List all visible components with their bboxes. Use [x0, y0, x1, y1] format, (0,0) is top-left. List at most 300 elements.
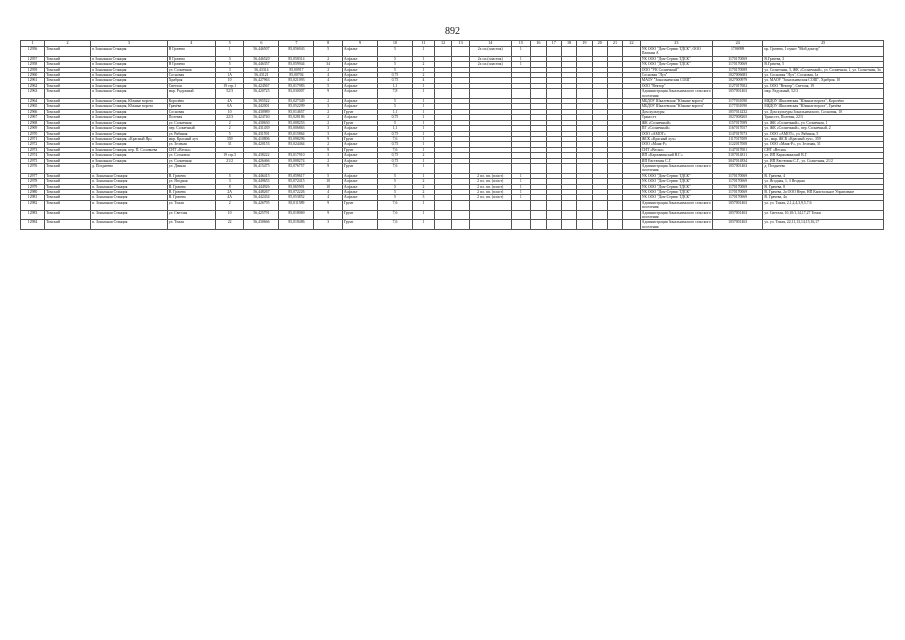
table-cell [452, 200, 470, 210]
table-cell: Томский [45, 56, 91, 61]
table-cell: ИП «Каржавинский В.Г.» [640, 153, 712, 158]
table-cell: ул. Ягодная, 1, 3 Ягодная [763, 179, 884, 184]
table-cell: 56,430630 [244, 120, 279, 125]
table-cell: 2 пл. пп. (пласт) [469, 189, 511, 194]
table-cell: 9 [314, 210, 342, 220]
table-row [21, 220, 884, 230]
table-cell [469, 163, 511, 173]
table-cell: Асфальт [342, 195, 377, 200]
table-cell: В Грачева [167, 47, 215, 57]
table-cell [623, 220, 641, 230]
table-cell: 4 [314, 73, 342, 78]
table-cell: Томский [45, 147, 91, 152]
table-cell: Асфальт [342, 47, 377, 57]
table-cell: п Зональная Станция [91, 158, 168, 163]
register-table [20, 40, 884, 230]
table-cell: 12976 [21, 163, 45, 173]
table-cell: п Зональная Станция [91, 120, 168, 125]
column-header: 7 [279, 41, 314, 47]
table-cell: ул. Солнечная [167, 120, 215, 125]
table-cell: Томский [45, 195, 91, 200]
table-cell: 56,449653 [244, 179, 279, 184]
table-cell [546, 47, 561, 57]
table-cell: 85,030007 [279, 89, 314, 99]
table-cell: Томский [45, 78, 91, 83]
table-cell: 2 [314, 56, 342, 61]
table-cell: 1 [511, 56, 531, 61]
table-cell: ПГ «Солнечный» [640, 126, 712, 131]
table-cell: Грачёва [167, 104, 215, 109]
table-cell [607, 200, 622, 210]
table-cell: 12971 [21, 136, 45, 141]
table-cell: ул. ИП Каржавинский В.Г. [763, 153, 884, 158]
table-cell: 1 [511, 47, 531, 57]
table-cell: 4 [314, 78, 342, 83]
table-cell: 12978 [21, 179, 45, 184]
table-cell: В. Грачева [167, 173, 215, 178]
table-cell: ООО «Маяк-Р» [640, 142, 712, 147]
table-cell: ул. Тихая [167, 200, 215, 210]
table-cell: 10 [215, 210, 243, 220]
table-cell: п Зональная Станция [91, 62, 168, 67]
table-cell: ЖК «Солнечный» [640, 120, 712, 125]
table-cell: Администрация Зональненского сельского поселения [641, 163, 711, 173]
table-cell: Асфальт [342, 126, 377, 131]
table-cell [561, 47, 576, 57]
table-cell: 2 [314, 99, 342, 104]
column-header: 9 [342, 41, 377, 47]
table-cell: Томский [45, 189, 91, 194]
table-cell: 56,427963 [244, 78, 279, 83]
table-cell: п. Зональная Станция [91, 189, 168, 194]
table-cell: Грунт [342, 136, 377, 141]
table-cell: 3 [314, 104, 342, 109]
table-cell: Томский [45, 179, 91, 184]
table-cell: 9 [314, 147, 342, 152]
table-cell: 1 [412, 89, 434, 99]
table-cell: В. Грачева [167, 184, 215, 189]
table-cell: 85,058314 [279, 56, 314, 61]
table-cell [592, 163, 607, 173]
table-cell: ул. Сосновая "Луч", Сосновая, 1а [763, 73, 884, 78]
table-cell: 1170170069 [712, 189, 762, 194]
table-cell: 56,420725 [244, 89, 279, 99]
table-cell: 10 [314, 184, 342, 189]
table-cell [434, 200, 452, 210]
table-cell: Асфальт [342, 142, 377, 147]
table-cell [577, 163, 592, 173]
table-cell: 10 [215, 109, 243, 114]
table-cell: Томский [45, 109, 91, 114]
table-cell: 12974 [21, 153, 45, 158]
table-cell [577, 220, 592, 230]
column-header: 14 [469, 41, 511, 47]
table-cell: п Зональная Станция [91, 126, 168, 131]
table-cell: п Зональная Станция, «Красный Яр» [91, 136, 168, 141]
table-cell [607, 220, 622, 230]
table-cell: Администрация Зональненского сельского поселения [641, 200, 711, 210]
table-cell: ул. Сосновая [167, 153, 215, 158]
table-cell: 56,426795 [244, 200, 279, 210]
table-cell: УК ООО "Дом-Сервис ТДСК" [640, 179, 712, 184]
table-cell [592, 200, 607, 210]
table-cell: 1 [511, 195, 531, 200]
table-cell: Асфальт [342, 73, 377, 78]
table-cell: 85,098296 [279, 136, 314, 141]
table-cell: 12967 [21, 115, 45, 120]
table-cell: 1А [215, 73, 243, 78]
table-cell: 85,00917 [279, 67, 314, 72]
table-cell: Сосновая "Луч" [640, 73, 712, 78]
table-cell: п Зональная Станция, Южные ворота [91, 104, 168, 109]
table-cell [623, 47, 641, 57]
table-cell: Грунт [342, 163, 377, 173]
table-cell: Асфальт [342, 99, 377, 104]
table-cell: 10 [314, 179, 342, 184]
table-cell: 1 [215, 47, 243, 57]
table-cell: п. Зональная Станция [91, 210, 168, 220]
table-cell: 85,014657 [279, 109, 314, 114]
column-header: 2 [45, 41, 91, 47]
table-cell: ул. Тихая [167, 220, 215, 230]
table-cell: 7,6 [377, 200, 412, 210]
column-header: 23 [640, 41, 712, 47]
column-header: 6 [244, 41, 279, 47]
table-cell: 85,018486 [279, 220, 314, 230]
table-cell [452, 163, 470, 173]
table-cell: 3 [215, 56, 243, 61]
table-cell: 85,065901 [279, 184, 314, 189]
column-header: 4 [167, 41, 215, 47]
table-cell: 3 [215, 67, 243, 72]
table-cell: 56,415475 [244, 163, 279, 173]
table-cell: 85,053852 [279, 195, 314, 200]
table-cell: Асфальт [342, 184, 377, 189]
table-cell: 1 [412, 120, 434, 125]
table-cell: 9 [314, 89, 342, 99]
table-cell: 7,8 [377, 89, 412, 99]
table-cell: УК ООО "Дом-Сервис ТДСК" [640, 189, 712, 194]
table-cell: 12973 [21, 147, 45, 152]
table-cell: 56,424740 [244, 115, 279, 120]
table-cell: п Зональная Станция [91, 83, 168, 88]
table-cell: 1177031090 [712, 99, 762, 104]
table-cell: 12961 [21, 78, 45, 83]
table-cell: 0,75 [377, 142, 412, 147]
column-header: 13 [452, 41, 470, 47]
column-header: 20 [592, 41, 607, 47]
table-cell [577, 200, 592, 210]
table-cell: 1 [511, 62, 531, 67]
table-cell: 12965 [21, 104, 45, 109]
table-cell: 5 [377, 189, 412, 194]
table-cell: Томский [45, 142, 91, 147]
table-cell: 85,008253 [279, 120, 314, 125]
table-cell: Томский [45, 47, 91, 57]
table-cell [531, 163, 546, 173]
table-cell: 5 [215, 62, 243, 67]
table-cell: Светлая [167, 83, 215, 88]
table-cell [623, 210, 641, 220]
table-cell: 5 [377, 67, 412, 72]
table-cell: 85,052299 [279, 104, 314, 109]
table-cell: 85,021093 [279, 78, 314, 83]
table-cell: 12960 [21, 73, 45, 78]
table-cell: 21/2 [215, 158, 243, 163]
table-cell: Асфальт [342, 173, 377, 178]
table-cell: В. Грачева [167, 189, 215, 194]
table-cell: Грунт [342, 147, 377, 152]
table-cell: 10 [215, 78, 243, 83]
table-cell: ООО "Вектор" [640, 83, 712, 88]
table-cell: Томский [45, 67, 91, 72]
table-cell: 9 [314, 200, 342, 210]
table-cell: 12966 [21, 109, 45, 114]
table-cell: Томский [45, 163, 91, 173]
table-cell: Асфальт [342, 115, 377, 120]
table-cell: 7,6 [377, 136, 412, 141]
table-cell: Томский [45, 115, 91, 120]
column-header: 10 [377, 41, 412, 47]
table-cell: Томский [45, 184, 91, 189]
table-cell: 12972 [21, 142, 45, 147]
table-cell: 3047014834 [712, 158, 762, 163]
table-cell: В. Грачева, 4а [763, 195, 884, 200]
table-cell [623, 200, 641, 210]
table-cell: п Зональная Станция, Южные ворота [91, 99, 168, 104]
table-cell: 56,446520 [244, 56, 279, 61]
table-cell: ООО «АМОТ» [640, 131, 712, 136]
table-cell: 5 [377, 62, 412, 67]
table-cell: 1,1 [377, 83, 412, 88]
table-cell: 2 [412, 179, 434, 184]
table-cell: 85,072415 [279, 179, 314, 184]
table-cell [511, 163, 531, 173]
table-cell: 56,426466 [244, 158, 279, 163]
table-cell [561, 220, 576, 230]
table-cell: МАОУ "Зональненская СОШ" [640, 78, 712, 83]
table-cell: 56,446415 [244, 173, 279, 178]
table-cell: Томский [45, 131, 91, 136]
table-cell [511, 220, 531, 230]
page-number: 892 [445, 26, 460, 37]
table-cell: МБДОУ Шкалевская "Южные ворота", Грачёва [763, 104, 884, 109]
table-cell: УК ООО "Дом-Сервис ТДСК" [640, 184, 712, 189]
column-header: 12 [434, 41, 452, 47]
table-cell [452, 210, 470, 220]
column-header: 25 [763, 41, 884, 47]
table-cell: 0,75 [377, 73, 412, 78]
table-cell: 85,056943 [279, 47, 314, 57]
table-cell: 12957 [21, 56, 45, 61]
table-cell: Томский [45, 158, 91, 163]
table-cell: Грунт [342, 210, 377, 220]
table-cell: Грунт [342, 200, 377, 210]
table-cell: 12980 [21, 189, 45, 194]
table-cell: ООО "УК Солнечный" [640, 67, 712, 72]
table-cell [546, 89, 561, 99]
table-row [21, 163, 884, 173]
table-cell: п Зональная Станция [91, 78, 168, 83]
table-cell: 1 [412, 83, 434, 88]
table-cell: 1 [412, 210, 434, 220]
table-cell [561, 210, 576, 220]
table-cell: ул. ООО «АМОТ», ул. Рябиная, 5 [763, 131, 884, 136]
table-cell [546, 220, 561, 230]
table-cell: 3 [314, 126, 342, 131]
table-cell: 2 [314, 120, 342, 125]
table-cell: 1057001463 [712, 220, 762, 230]
table-row [21, 200, 884, 210]
table-cell: 31 [215, 142, 243, 147]
table-cell: ул. ЖК «Солнечный», пер. Солнечный, 2 [763, 126, 884, 131]
table-cell: Асфальт [342, 179, 377, 184]
table-cell: 1057014232 [712, 109, 762, 114]
table-cell: п. Зональная Станция [91, 220, 168, 230]
table-cell [623, 89, 641, 99]
table-cell: 56,438222 [244, 153, 279, 158]
table-cell: МБДОУ Шкалевская "Южные ворота" [640, 99, 712, 104]
table-cell: В.Грачева, 3 [763, 56, 884, 61]
table-cell: ул., мкр. ЖСК «Красный луч», 359 [763, 136, 884, 141]
table-cell: 1147017073 [712, 131, 762, 136]
column-header: 15 [511, 41, 531, 47]
table-cell: 7,6 [377, 210, 412, 220]
table-cell [607, 210, 622, 220]
table-cell [592, 210, 607, 220]
table-cell [469, 220, 511, 230]
table-cell: 7,6 [377, 220, 412, 230]
table-cell: 2А [215, 189, 243, 194]
table-cell: 85,006863 [279, 126, 314, 131]
table-cell: Трансстэ, Полевая, 22/3 [763, 115, 884, 120]
table-cell: п. Зональная Станция [91, 179, 168, 184]
table-cell [215, 163, 243, 173]
table-cell: 9 [314, 163, 342, 173]
table-row [21, 47, 884, 57]
table-cell: Томский [45, 89, 91, 99]
table-cell: 5 [314, 47, 342, 57]
table-cell: 56,395522 [244, 99, 279, 104]
table-cell: 85,008274 [279, 158, 314, 163]
table-cell: 1 [412, 99, 434, 104]
table-cell: 5 [215, 173, 243, 178]
table-cell: Асфальт [342, 189, 377, 194]
table-cell: 0,75 [377, 78, 412, 83]
table-cell: 1057001463 [712, 200, 762, 210]
table-cell [531, 210, 546, 220]
table-cell: 1170170069 [712, 179, 762, 184]
table-cell: 1 [511, 184, 531, 189]
table-cell [511, 89, 531, 99]
table-cell [469, 89, 511, 99]
table-cell: СНТ «Весна» [167, 147, 215, 152]
table-cell [546, 210, 561, 220]
table-cell: 2 [412, 153, 434, 158]
table-cell: 56,43121 [244, 73, 279, 78]
table-cell: п Зональная Станция [91, 73, 168, 78]
table-cell: 56,430666 [244, 220, 279, 230]
table-cell: 12983 [21, 210, 45, 220]
table-cell: 56,446507 [244, 47, 279, 57]
table-cell: 56,430989 [244, 109, 279, 114]
table-cell: 1 [412, 56, 434, 61]
table-cell: МБДОУ Шкалевская "Южные ворота", Королёва [763, 99, 884, 104]
table-cell: 85,015864 [279, 131, 314, 136]
table-cell: 1157017089 [712, 120, 762, 125]
table-cell: 1 [412, 142, 434, 147]
table-cell: п Зональная Станция [91, 67, 168, 72]
table-cell: 9 [314, 136, 342, 141]
table-cell [592, 220, 607, 230]
column-header: 21 [607, 41, 622, 47]
table-cell: 22 [215, 220, 243, 230]
table-cell: Томский [45, 73, 91, 78]
table-cell: ЖСК «Красный луч» [640, 136, 712, 141]
table-cell: 6А [215, 104, 243, 109]
table-cell: п Зональная Станция [91, 115, 168, 120]
table-cell: 1 [412, 163, 434, 173]
table-cell: 85,059944 [279, 62, 314, 67]
table-cell [561, 163, 576, 173]
table-cell: 1 [412, 200, 434, 210]
table-cell: 7,6 [377, 147, 412, 152]
table-cell: 85,018069 [279, 210, 314, 220]
table-cell: 2 [412, 73, 434, 78]
column-header: 8 [314, 41, 342, 47]
table-cell: 1 [412, 158, 434, 163]
table-cell: 12975 [21, 158, 45, 163]
table-cell: 5 [377, 179, 412, 184]
table-cell: 1 [412, 104, 434, 109]
table-cell [592, 47, 607, 57]
table-cell: 56,425791 [244, 210, 279, 220]
table-cell: 7,6 [377, 163, 412, 173]
table-cell: Администрация Зональненского сельского поселения [641, 210, 711, 219]
table-cell: 1 [412, 131, 434, 136]
table-cell: ИП Евстюхин С.Г. [640, 158, 712, 163]
table-row [21, 89, 884, 99]
table-cell: ул. МАОУ "Зональненская СОШ", Храбрая, 10 [763, 78, 884, 83]
table-cell: 3 [215, 179, 243, 184]
table-cell: 1027008265 [712, 115, 762, 120]
table-cell: Асфальт [342, 131, 377, 136]
table-cell: 1 [412, 173, 434, 178]
table-cell: 1177031090 [712, 104, 762, 109]
table-cell: УК ООО "Дом-Сервис ТДСК" [640, 62, 712, 67]
table-cell: 56,446357 [244, 62, 279, 67]
table-cell: п Зональная Станция [91, 131, 168, 136]
table-cell [469, 210, 511, 220]
table-cell: 1127017002 [712, 83, 762, 88]
table-cell: 0,75 [377, 131, 412, 136]
table-cell: пр. Грачева, 1 пункт "Мой доктор" [763, 47, 884, 57]
table-cell: 1 [412, 147, 434, 152]
table-cell: УК ООО "Дом-Сервис ТДСК" [640, 56, 712, 61]
table-cell: 2 [314, 142, 342, 147]
table-cell: 0,75 [377, 115, 412, 120]
column-header: 11 [412, 41, 434, 47]
table-cell: 2 [215, 200, 243, 210]
table-cell: 2 [314, 158, 342, 163]
table-cell: Сосновая [167, 73, 215, 78]
table-cell: 56,424567 [244, 83, 279, 88]
table-cell: 1117017009 [712, 136, 762, 141]
table-cell: ул. ул. Тихая, 2,1,2,4,3,9,5,7,6 [763, 200, 884, 210]
table-cell: 2 пл. пп. (пласт) [469, 184, 511, 189]
table-cell [607, 163, 622, 173]
table-cell: ул. ООО "Вектор", Светлая, 19 [763, 83, 884, 88]
